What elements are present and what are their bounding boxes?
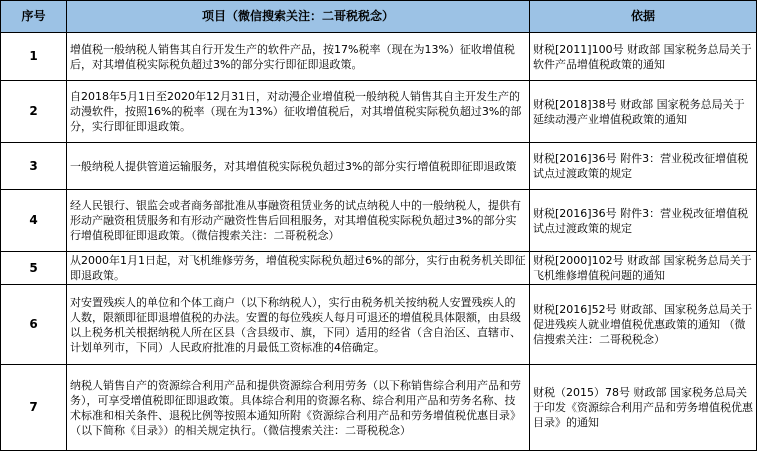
row-index: 1	[1, 33, 67, 81]
row-basis: 财税[2011]100号 财政部 国家税务总局关于软件产品增值税政策的通知	[530, 33, 757, 81]
header-row	[1, 1, 757, 33]
header-project: 项目（微信搜索关注：二哥税税念）	[67, 1, 530, 33]
header-basis: 依据	[530, 1, 757, 33]
row-project: 自2018年5月1日至2020年12月31日，对动漫企业增值税一般纳税人销售其自主开发生产的动漫软件，按照16%的税率（现在为13%）征收增值税后，对其增值税实际税负超过3%的部分，实行即征即退政策。	[67, 81, 530, 143]
row-index: 5	[1, 252, 67, 285]
table-row	[1, 365, 757, 451]
row-project: 纳税人销售自产的资源综合利用产品和提供资源综合利用劳务（以下称销售综合利用产品和劳务），可享受增值税即征即退政策。具体综合利用的资源名称、综合利用产品和劳务名称、技术标准和相关条件、退税比例等按照本通知所附《资源综合利用产品和劳务增值税优惠目录》（以下简称《目录》）的相关规定执行。（微信搜索关注：二哥税税念）	[67, 365, 530, 451]
table-row	[1, 33, 757, 81]
table-body	[1, 33, 757, 451]
row-project: 从2000年1月1日起，对飞机维修劳务，增值税实际税负超过6%的部分，实行由税务机关即征即退政策。	[67, 252, 530, 285]
row-basis: 财税（2015）78号 财政部 国家税务总局关于印发《资源综合利用产品和劳务增值税优惠目录》的通知	[530, 365, 757, 451]
row-basis: 财税[2000]102号 财政部 国家税务总局关于飞机维修增值税问题的通知	[530, 252, 757, 285]
row-project: 一般纳税人提供管道运输服务，对其增值税实际税负超过3%的部分实行增值税即征即退政策	[67, 143, 530, 190]
row-basis: 财税[2016]36号 附件3：营业税改征增值税试点过渡政策的规定	[530, 190, 757, 252]
table-header	[1, 1, 757, 33]
row-project: 增值税一般纳税人销售其自行开发生产的软件产品，按17%税率（现在为13%）征收增值税后，对其增值税实际税负超过3%的部分实行即征即退政策。	[67, 33, 530, 81]
header-index: 序号	[1, 1, 67, 33]
table-row	[1, 81, 757, 143]
row-basis: 财税[2016]36号 附件3：营业税改征增值税试点过渡政策的规定	[530, 143, 757, 190]
table-row	[1, 190, 757, 252]
row-index: 2	[1, 81, 67, 143]
row-project: 对安置残疾人的单位和个体工商户（以下称纳税人），实行由税务机关按纳税人安置残疾人的人数，限额即征即退增值税的办法。安置的每位残疾人每月可退还的增值税具体限额，由县级以上税务机关根据纳税人所在区县（含县级市、旗，下同）适用的经省（含自治区、直辖市、计划单列市，下同）人民政府批准的月最低工资标准的4倍确定。	[67, 285, 530, 365]
row-index: 7	[1, 365, 67, 451]
row-project: 经人民银行、银监会或者商务部批准从事融资租赁业务的试点纳税人中的一般纳税人，提供有形动产融资租赁服务和有形动产融资性售后回租服务，对其增值税实际税负超过3%的部分实行增值税即征即退政策。（微信搜索关注：二哥税税念）	[67, 190, 530, 252]
row-basis: 财税[2018]38号 财政部 国家税务总局关于延续动漫产业增值税政策的通知	[530, 81, 757, 143]
row-index: 3	[1, 143, 67, 190]
row-index: 6	[1, 285, 67, 365]
row-basis: 财税[2016]52号 财政部、国家税务总局关于促进残疾人就业增值税优惠政策的通知 （微信搜索关注：二哥税税念）	[530, 285, 757, 365]
table-row	[1, 143, 757, 190]
row-index: 4	[1, 190, 67, 252]
table-row	[1, 252, 757, 285]
table-row	[1, 285, 757, 365]
